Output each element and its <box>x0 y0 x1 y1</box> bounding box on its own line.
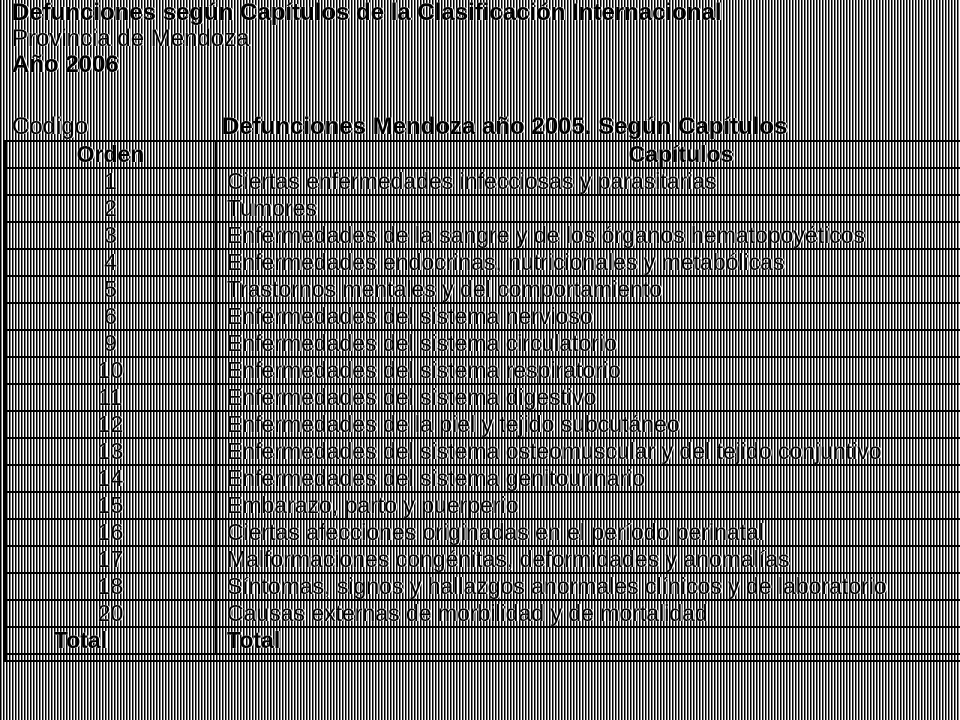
cell-capitulo[interactable]: Embarazo, parto y puerperio <box>216 492 960 519</box>
table-definition-label: Defunciones Mendoza año 2005. Según Capítulos <box>222 113 788 140</box>
cell-capitulo[interactable]: Síntomas, signos y hallazgos anormales clínicos y de laboratorio <box>216 573 960 600</box>
cell-orden[interactable]: 2 <box>6 195 216 222</box>
cell-orden[interactable]: 18 <box>6 573 216 600</box>
cell-capitulo[interactable]: Enfermedades del sistema digestivo <box>216 384 960 411</box>
chapters-table <box>6 142 960 655</box>
province-subtitle: Provincia de Mendoza <box>12 25 250 52</box>
cell-orden[interactable]: 13 <box>6 438 216 465</box>
cell-capitulo[interactable]: Enfermedades de la piel y tejido subcutáneo <box>216 411 960 438</box>
year-subtitle: Año 2006 <box>12 51 119 78</box>
column-header-orden[interactable]: Orden <box>6 142 216 168</box>
table-body <box>6 168 960 627</box>
title-block <box>12 0 960 78</box>
cell-orden[interactable]: 12 <box>6 411 216 438</box>
table-row <box>6 465 960 492</box>
cell-orden[interactable]: 11 <box>6 384 216 411</box>
cell-orden[interactable]: 3 <box>6 222 216 249</box>
cell-orden[interactable]: 15 <box>6 492 216 519</box>
cell-orden[interactable]: 4 <box>6 249 216 276</box>
cell-capitulo[interactable]: Trastornos mentales y del comportamiento <box>216 276 960 303</box>
table-row <box>6 168 960 195</box>
cell-capitulo[interactable]: Tumores <box>216 195 960 222</box>
cell-capitulo-total[interactable]: Total <box>216 627 960 654</box>
table-row <box>6 438 960 465</box>
cell-capitulo[interactable]: Enfermedades endocrinas, nutricionales y metabólicas <box>216 249 960 276</box>
table-row <box>6 546 960 573</box>
table-row <box>6 330 960 357</box>
cell-capitulo[interactable]: Ciertas afecciones originadas en el período perinatal <box>216 519 960 546</box>
cell-orden[interactable]: 17 <box>6 546 216 573</box>
table-row <box>6 492 960 519</box>
table-row <box>6 384 960 411</box>
cell-orden[interactable]: 1 <box>6 168 216 195</box>
table-row <box>6 519 960 546</box>
table-row-total <box>6 627 960 654</box>
cell-orden[interactable]: 10 <box>6 357 216 384</box>
cell-orden[interactable]: 14 <box>6 465 216 492</box>
table-row <box>6 276 960 303</box>
chapters-table-container <box>4 140 960 662</box>
cell-orden[interactable]: 20 <box>6 600 216 627</box>
table-row <box>6 573 960 600</box>
cell-orden[interactable]: 9 <box>6 330 216 357</box>
cell-capitulo[interactable]: Ciertas enfermedades infecciosas y parasitarias <box>216 168 960 195</box>
table-caption-row <box>0 113 960 141</box>
table-row <box>6 195 960 222</box>
cell-orden[interactable]: 6 <box>6 303 216 330</box>
cell-capitulo[interactable]: Enfermedades del sistema genitourinario <box>216 465 960 492</box>
cell-capitulo[interactable]: Causas externas de morbilidad y de mortalidad <box>216 600 960 627</box>
cell-capitulo[interactable]: Enfermedades del sistema nervioso <box>216 303 960 330</box>
page-title: Defunciones según Capítulos de la Clasificación Internacional <box>12 0 722 26</box>
table-row <box>6 357 960 384</box>
cell-capitulo[interactable]: Enfermedades de la sangre y de los órganos hematopoyéticos <box>216 222 960 249</box>
table-row <box>6 411 960 438</box>
cell-capitulo[interactable]: Enfermedades del sistema respiratorio <box>216 357 960 384</box>
table-row <box>6 303 960 330</box>
cell-capitulo[interactable]: Enfermedades del sistema circulatorio <box>216 330 960 357</box>
table-row <box>6 600 960 627</box>
cell-orden[interactable]: 16 <box>6 519 216 546</box>
cell-orden[interactable]: 5 <box>6 276 216 303</box>
table-header-row <box>6 142 960 168</box>
cell-capitulo[interactable]: Enfermedades del sistema osteomuscular y del tejido conjuntivo <box>216 438 960 465</box>
codigo-label: Codigo <box>12 113 89 140</box>
cell-capitulo[interactable]: Malformaciones congénitas, deformidades y anomalías <box>216 546 960 573</box>
column-header-capitulos[interactable]: Capítulos <box>216 142 960 168</box>
table-row <box>6 249 960 276</box>
table-row <box>6 222 960 249</box>
cell-orden-total[interactable]: Total <box>6 627 216 654</box>
